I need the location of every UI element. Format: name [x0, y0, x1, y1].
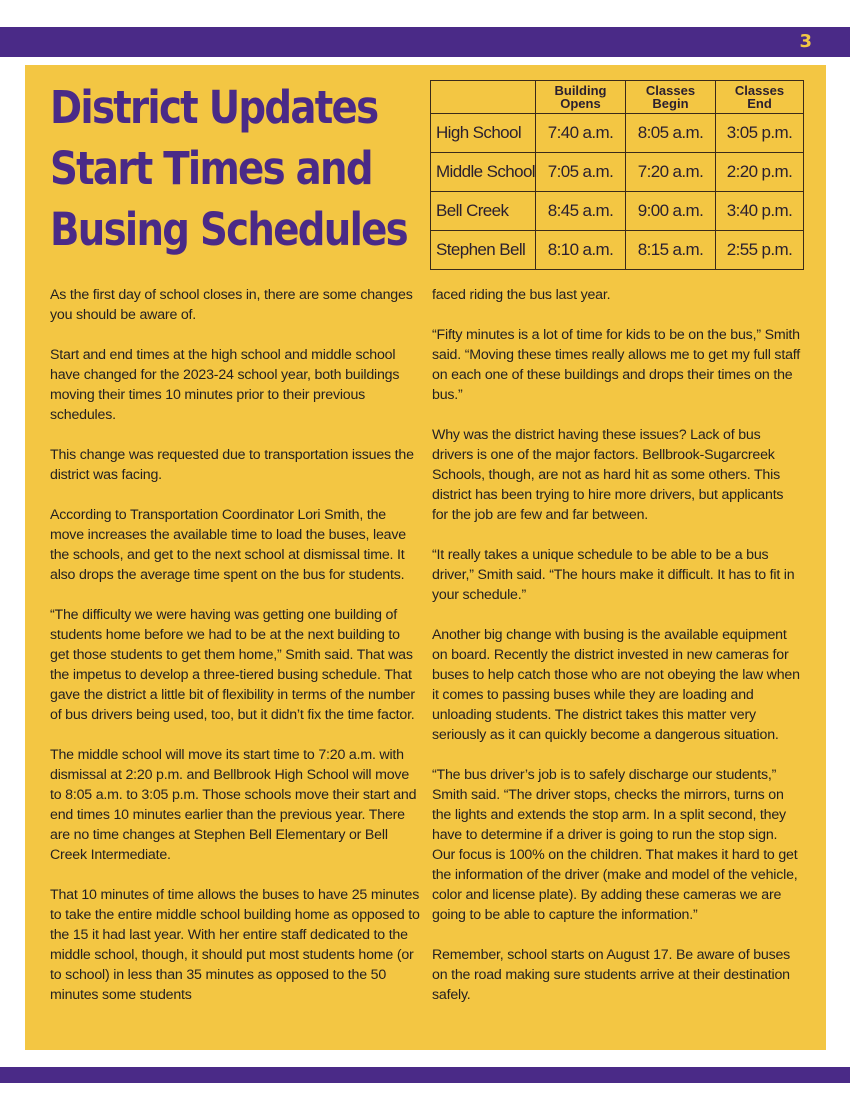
- building-opens-time: 8:45 a.m.: [535, 192, 625, 231]
- building-opens-time: 8:10 a.m.: [535, 231, 625, 270]
- schedule-header-building-opens: Building Opens: [535, 81, 625, 114]
- header-bar: [0, 27, 850, 57]
- classes-end-time: 2:20 p.m.: [715, 153, 803, 192]
- headline-line: Busing Schedules: [50, 203, 407, 256]
- schedule-header-classes-begin: Classes Begin: [625, 81, 715, 114]
- article-paragraph: Another big change with busing is the available equipment on board. Recently the district invested in new cameras for buses to help catch those who are not obeying the law when it comes to passing buses while they are loading and unloading students. The district takes this matter very seriously as it can quickly become a dangerous situation.: [432, 627, 800, 743]
- article-paragraph: The middle school will move its start time to 7:20 a.m. with dismissal at 2:20 p.m. and Bellbrook High School will move to 8:05 a.m. to 3:05 p.m. Those schools move their start and end times 10 minutes earlier than the previous year. There are no time changes at Stephen Bell Elementary or Bell Creek Intermediate.: [50, 747, 417, 863]
- classes-end-time: 3:40 p.m.: [715, 192, 803, 231]
- classes-begin-time: 8:05 a.m.: [625, 114, 715, 153]
- article-paragraph: faced riding the bus last year.: [432, 287, 611, 303]
- article-column-left: [50, 285, 420, 1005]
- article-paragraph: “The difficulty we were having was getting one building of students home before we had to be at the next building to get those students to get them home,” Smith said. That was the impetus to develop a three-tiered busing schedule. That gave the district a little bit of flexibility in terms of the number of bus drivers being used, too, but it didn’t fix the time factor.: [50, 607, 415, 723]
- article-panel: [25, 65, 826, 1050]
- classes-begin-time: 7:20 a.m.: [625, 153, 715, 192]
- article-column-right: [432, 285, 802, 1005]
- article-paragraph: Why was the district having these issues? Lack of bus drivers is one of the major factors. Bellbrook-Sugarcreek Schools, though, are not as hard hit as some others. This district has been trying to hire more drivers, but applicants for the job are few and far between.: [432, 427, 784, 523]
- article-paragraph: “The bus driver’s job is to safely discharge our students,” Smith said. “The driver stops, checks the mirrors, turns on the lights and extends the stop arm. In a split second, they have to determine if a driver is going to run the stop sign. Our focus is 100% on the children. That makes it hard to get the information of the driver (make and model of the vehicle, color and license plate). By adding these cameras we are going to be able to capture the information.”: [432, 767, 798, 923]
- article-paragraph: “Fifty minutes is a lot of time for kids to be on the bus,” Smith said. “Moving these times really allows me to get my full staff on each one of these buildings and drops their times on the bus.”: [432, 327, 800, 403]
- classes-end-time: 3:05 p.m.: [715, 114, 803, 153]
- article-paragraph: “It really takes a unique schedule to be able to be a bus driver,” Smith said. “The hours make it difficult. It has to fit in your schedule.”: [432, 547, 795, 603]
- school-name: Bell Creek: [431, 192, 536, 231]
- school-name: Middle School: [431, 153, 536, 192]
- classes-begin-time: 9:00 a.m.: [625, 192, 715, 231]
- classes-end-time: 2:55 p.m.: [715, 231, 803, 270]
- school-name: High School: [431, 114, 536, 153]
- headline-line: Start Times and: [50, 142, 372, 195]
- page-number: 3: [799, 31, 812, 52]
- schedule-header-classes-end: Classes End: [715, 81, 803, 114]
- school-name: Stephen Bell: [431, 231, 536, 270]
- footer-bar: [0, 1067, 850, 1083]
- classes-begin-time: 8:15 a.m.: [625, 231, 715, 270]
- table-row: [431, 231, 804, 270]
- article-paragraph: As the first day of school closes in, there are some changes you should be aware of.: [50, 287, 413, 323]
- article-paragraph: According to Transportation Coordinator Lori Smith, the move increases the available time to load the buses, leave the schools, and get to the next school at dismissal time. It also drops the average time spent on the bus for students.: [50, 507, 406, 583]
- article-paragraph: That 10 minutes of time allows the buses to have 25 minutes to take the entire middle school building home as opposed to the 15 it had last year. With her entire staff dedicated to the middle school, though, it should put most students home (or to school) in less than 35 minutes as opposed to the 50 minutes some students: [50, 887, 420, 1003]
- article-paragraph: Remember, school starts on August 17. Be aware of buses on the road making sure students arrive at their destination safely.: [432, 947, 791, 1003]
- headline-line: District Updates: [50, 81, 378, 134]
- building-opens-time: 7:40 a.m.: [535, 114, 625, 153]
- article-paragraph: This change was requested due to transportation issues the district was facing.: [50, 447, 414, 483]
- schedule-table: [430, 80, 804, 270]
- table-row: [431, 153, 804, 192]
- schedule-header-row: [431, 81, 804, 114]
- schedule-header-corner: [431, 81, 536, 114]
- table-row: [431, 192, 804, 231]
- building-opens-time: 7:05 a.m.: [535, 153, 625, 192]
- table-row: [431, 114, 804, 153]
- article-paragraph: Start and end times at the high school and middle school have changed for the 2023-24 school year, both buildings moving their times 10 minutes prior to their previous schedules.: [50, 347, 400, 423]
- article-headline: [50, 77, 407, 260]
